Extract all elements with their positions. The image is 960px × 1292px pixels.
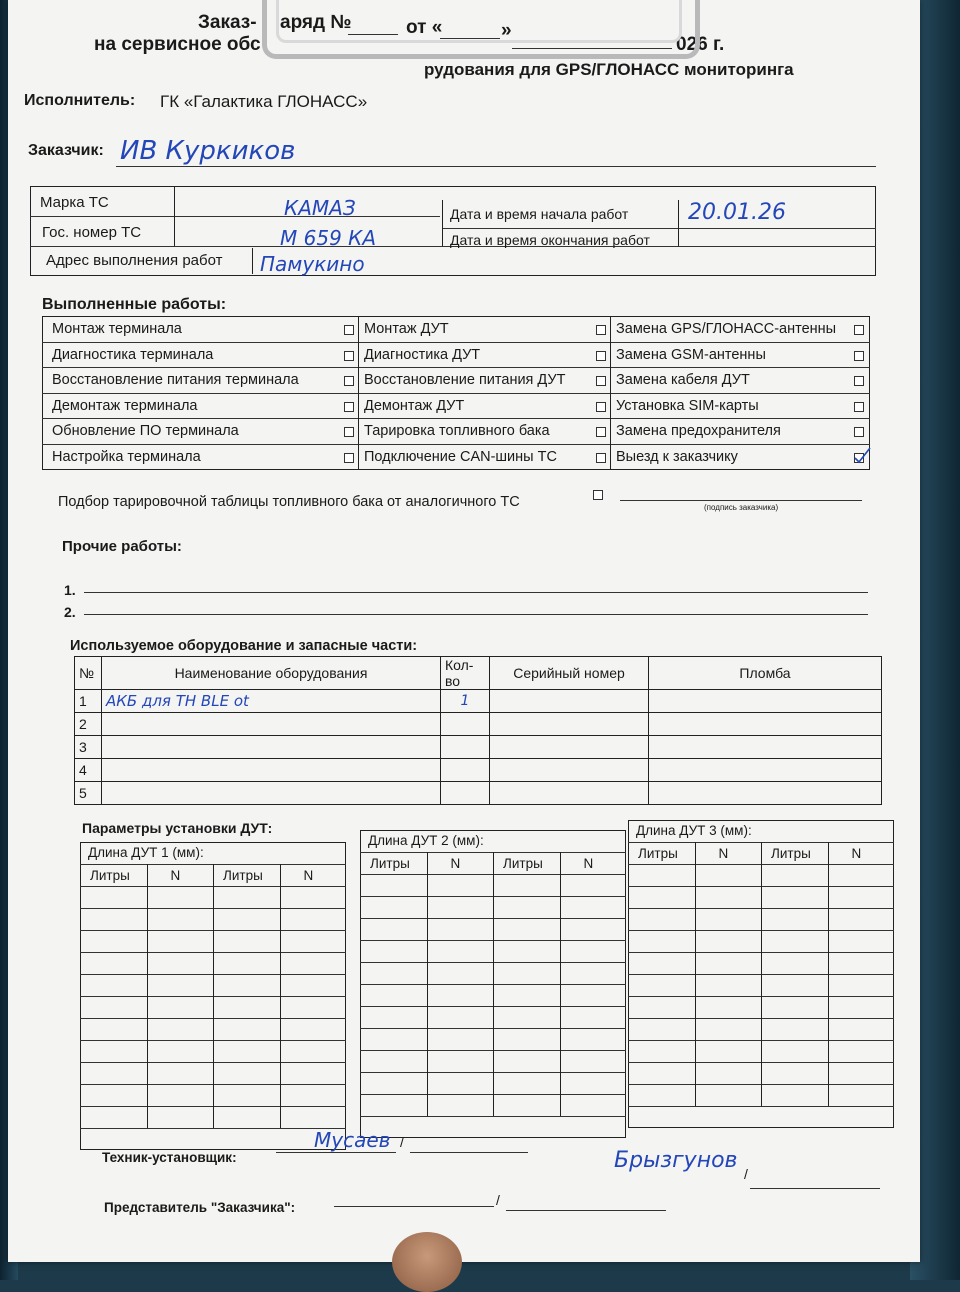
dut-col-line [213,864,214,1128]
equipment-row-qty: 1 [441,690,490,713]
tech-signature: Мусаев [314,1128,391,1152]
table-row [75,736,882,759]
dut-col-line [280,864,281,1128]
selection-label: Подбор тарировочной таблицы топливного бака от аналогичного ТС [58,494,520,510]
work-item-label: Замена кабеля ДУТ [616,372,750,389]
title-part-c: от « [406,17,443,38]
equipment-row-name [102,736,441,759]
equipment-header-seal: Пломба [649,657,882,690]
brand-value: КАМАЗ [284,196,356,220]
end-label: Дата и время окончания работ [450,232,650,248]
dut-col-header: Литры [370,856,410,871]
dut-row-line [80,1128,346,1129]
equipment-header-row [75,657,882,690]
works-row-divider [42,342,870,343]
work-item-label: Замена GPS/ГЛОНАСС-антенны [616,321,837,337]
dut-col-header: N [718,846,729,861]
dut-col-header: N [851,846,862,861]
work-item-label: Демонтаж терминала [52,397,198,414]
work-item-checkbox[interactable] [596,453,606,463]
other-item-1: 1. [64,582,76,598]
equipment-row-no: 3 [75,736,102,759]
equipment-header-serial: Серийный номер [490,657,649,690]
work-item-label: Восстановление питания ДУТ [364,372,566,389]
thumb [392,1232,462,1292]
dut-col-line [761,842,762,1106]
dut-row-line [628,1106,894,1107]
work-item-checkbox[interactable] [854,453,864,463]
work-item-label: Диагностика терминала [52,346,214,363]
plate-value: М 659 КА [280,226,377,250]
equipment-header-name: Наименование оборудования [102,657,441,690]
equipment-row-serial [490,782,649,805]
title-part-b: аряд № [280,12,352,33]
title-year: 026 г. [676,34,725,55]
rep-signature: Брызгунов [614,1148,738,1173]
dut-col-line [560,852,561,1116]
dut-col-header: Литры [503,856,543,871]
equipment-row-seal [649,782,882,805]
works-title: Выполненные работы: [42,296,227,313]
other-title: Прочие работы: [62,538,182,555]
rep-label: Представитель "Заказчика": [104,1200,296,1215]
brand-label: Марка ТС [40,194,109,211]
customer-value: ИВ Куркиков [120,136,296,166]
dut-col-line [427,852,428,1116]
equipment-header-qty: Кол-во [441,657,490,690]
address-value: Памукино [260,252,365,276]
dut-table-title: Длина ДУТ 1 (мм): [88,845,204,860]
works-row-divider [42,393,870,394]
work-item-checkbox[interactable] [596,325,606,335]
works-row-divider [42,418,870,419]
equipment-row-serial [490,690,649,713]
dut-col-header: N [450,856,461,871]
dut-table-title: Длина ДУТ 2 (мм): [368,833,484,848]
work-item-label: Выезд к заказчику [616,449,738,465]
tech-label: Техник-установщик: [102,1150,237,1165]
work-item-label: Диагностика ДУТ [364,346,481,363]
table-row [75,690,882,713]
start-value: 20.01.26 [688,200,786,225]
executor-value: ГК «Галактика ГЛОНАСС» [160,92,368,111]
selection-checkbox[interactable] [593,490,603,500]
dut-col-line [828,842,829,1106]
title-part-a: Заказ- [198,12,257,33]
dut-col-header: N [170,868,181,883]
dut-col-line [147,864,148,1128]
other-item-2: 2. [64,604,76,620]
works-col-divider [358,316,359,470]
work-item-label: Настройка терминала [52,449,201,465]
equipment-table [74,656,882,805]
equipment-row-no: 4 [75,759,102,782]
equipment-row-serial [490,759,649,782]
table-row [75,782,882,805]
work-item-label: Замена GSM-антенны [616,346,766,363]
equipment-row-qty [441,736,490,759]
customer-label: Заказчик: [28,142,104,159]
work-item-checkbox[interactable] [596,427,606,437]
work-item-label: Замена предохранителя [616,423,781,440]
work-item-label: Восстановление питания терминала [52,372,299,389]
works-row-divider [42,444,870,445]
works-row-divider [42,367,870,368]
work-item-checkbox[interactable] [344,453,354,463]
dut-col-header: Литры [90,868,130,883]
works-col-divider [610,316,611,470]
equipment-row-name [102,782,441,805]
work-item-checkbox[interactable] [344,376,354,386]
title-line2-b: рудования для GPS/ГЛОНАСС мониторинга [424,60,794,79]
equipment-row-qty [441,713,490,736]
work-item-label: Обновление ПО терминала [52,423,239,440]
work-item-checkbox[interactable] [344,402,354,412]
executor-label: Исполнитель: [24,92,136,109]
work-item-label: Демонтаж ДУТ [364,397,465,414]
work-item-label: Установка SIM-карты [616,397,759,414]
work-item-label: Монтаж терминала [52,321,182,337]
address-label: Адрес выполнения работ [46,252,223,269]
title-line2-a: на сервисное обс [94,34,261,55]
equipment-row-name: АКБ для TH BLE ot [102,690,441,713]
dut-title: Параметры установки ДУТ: [82,820,273,836]
dut-table-title: Длина ДУТ 3 (мм): [636,823,752,838]
work-item-checkbox[interactable] [596,402,606,412]
equipment-row-seal [649,690,882,713]
table-row [75,713,882,736]
work-item-checkbox[interactable] [854,351,864,361]
equipment-row-no: 5 [75,782,102,805]
work-item-checkbox[interactable] [344,427,354,437]
equipment-row-name [102,759,441,782]
work-item-checkbox[interactable] [854,325,864,335]
work-item-checkbox[interactable] [596,376,606,386]
dut-col-header: Литры [638,846,678,861]
equipment-row-qty [441,759,490,782]
equipment-row-no: 2 [75,713,102,736]
start-label: Дата и время начала работ [450,206,629,222]
equipment-row-seal [649,736,882,759]
dut-col-header: Литры [771,846,811,861]
table-row [75,759,882,782]
dut-row-line [360,1116,626,1117]
dut-col-line [695,842,696,1106]
dut-col-header: Литры [223,868,263,883]
work-order-sheet: Заказ- аряд № от « » 026 г. на сервисное обс рудования для GPS/ГЛОНАСС мониторинга Исполнитель: ГК «Галактика ГЛОНАСС» Заказчик: ИВ Куркиков Марка ТС КАМАЗ Гос. номер ТС М 659 КА Адрес выполнения работ Памукино Дата и время начала работ 20.01.26 Дата и время окончания работ Выполненные работы: Монтаж терминала Монтаж ДУТ Замена GPS/ГЛОНАСС-антенны Диагностика терминала Диагностика ДУТ Замена GSM-антенны Восстановление питания терминала Восстановление питания ДУТ Замена кабеля ДУТ Демонтаж терминала Демонтаж ДУТ Установка SIM-карты Обновление ПО терминала Тарировка топливного бака Замена предохранителя Настройка терминала Подключение CAN-шины ТС Выезд к заказчику Подбор тарировочной таблицы топливного бака от аналогичного ТС (подпись заказчика) Прочие работы: 1. 2. Используемое оборудование и запасные части: № Наименование оборудования Кол-во Серийный номер Пломба 1 АКБ для TH BLE ot 1 2 3 4 5 Параметры установки ДУТ: Длина ДУТ 1 (мм): Литры N Литры N Длина ДУТ 2 (мм): Литры N Литры N Длина ДУТ 3 (мм): Литры N Литры N Техник-установщик: Мусаев / Представитель "Заказчика": / Брызгунов / [8,0,920,1262]
plate-label: Гос. номер ТС [42,224,142,241]
work-item-checkbox[interactable] [854,427,864,437]
work-item-checkbox[interactable] [344,351,354,361]
dut-col-header: N [303,868,314,883]
equipment-row-no: 1 [75,690,102,713]
work-item-checkbox[interactable] [344,325,354,335]
clipboard-clip-inner [276,0,682,43]
work-item-label: Тарировка топливного бака [364,423,550,440]
equipment-row-serial [490,713,649,736]
title-part-d: » [501,20,512,41]
equipment-row-qty [441,782,490,805]
equipment-row-serial [490,736,649,759]
equipment-header-no: № [75,657,102,690]
work-item-label: Монтаж ДУТ [364,321,449,337]
work-item-label: Подключение CAN-шины ТС [364,449,557,465]
work-item-checkbox[interactable] [854,376,864,386]
dut-col-header: N [583,856,594,871]
equipment-row-seal [649,713,882,736]
work-item-checkbox[interactable] [854,402,864,412]
dut-col-line [493,852,494,1116]
work-item-checkbox[interactable] [596,351,606,361]
equipment-title: Используемое оборудование и запасные части: [70,638,418,654]
equipment-row-name [102,713,441,736]
signature-caption: (подпись заказчика) [704,503,779,512]
equipment-row-seal [649,759,882,782]
